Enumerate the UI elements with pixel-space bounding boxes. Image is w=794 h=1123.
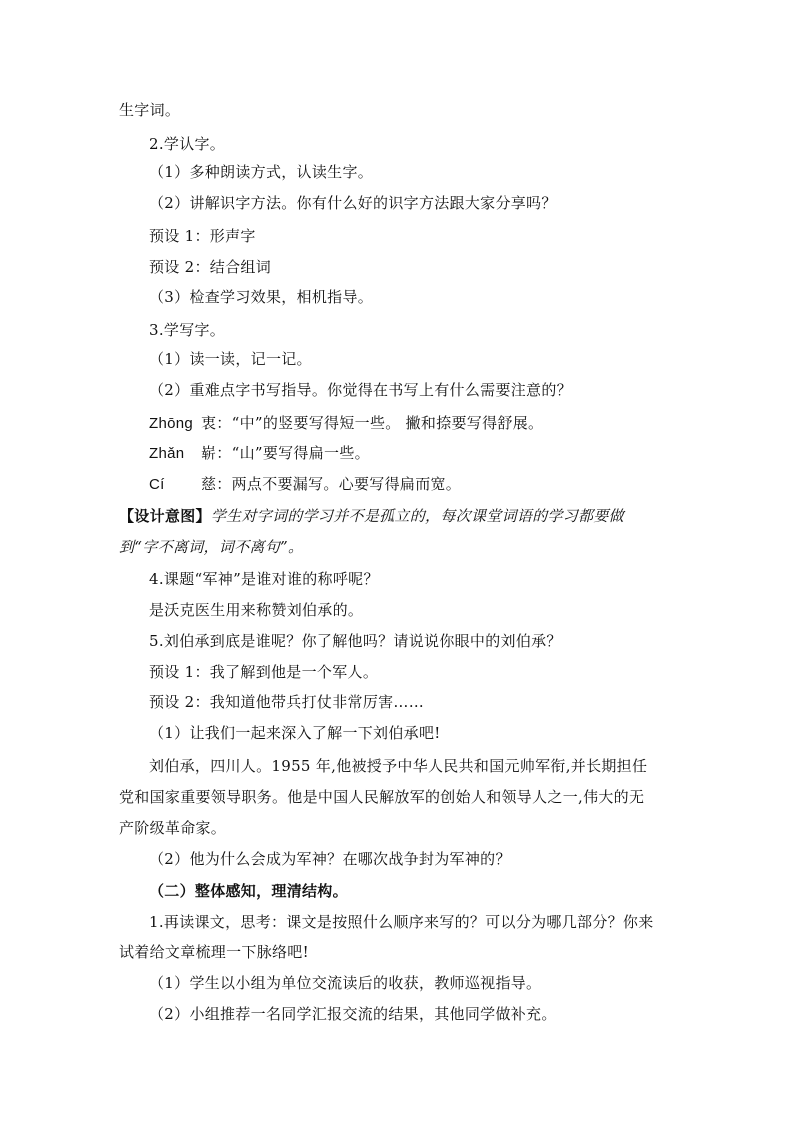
- pinyin-label: Cí: [149, 476, 165, 493]
- section-heading: 4.课题“军神”是谁对谁的称呼呢？: [149, 570, 379, 588]
- section-heading: 5.刘伯承到底是谁呢？你了解他吗？请说说你眼中的刘伯承？: [149, 632, 562, 650]
- paragraph-line: 刘伯承，四川人。1955 年,他被授予中华人民共和国元帅军衔,并长期担任: [149, 757, 648, 775]
- text-line: 预设 1：我了解到他是一个军人。: [149, 663, 379, 681]
- section-heading: 3.学写字。: [149, 321, 226, 339]
- character-tip: 衷：“中”的竖要写得短一些。 撇和捺要写得舒展。: [201, 414, 544, 432]
- paragraph-line: 产阶级革命家。: [119, 819, 227, 837]
- text-line: 预设 2：结合组词: [149, 258, 272, 276]
- paragraph-line: 试着给文章梳理一下脉络吧!: [119, 943, 309, 961]
- text-line: （2）重难点字书写指导。你觉得在书写上有什么需要注意的？: [149, 381, 572, 399]
- paragraph-line: 党和国家重要领导职务。他是中国人民解放军的创始人和领导人之一,伟大的无: [119, 788, 645, 806]
- pinyin-label: Zhōng: [149, 415, 194, 432]
- text-line: （1）多种朗读方式，认读生字。: [149, 163, 374, 181]
- text-line: 生字词。: [119, 101, 181, 119]
- character-note: [149, 413, 543, 434]
- text-line: （1）让我们一起来深入了解一下刘伯承吧!: [149, 724, 441, 742]
- text-line: 预设 1：形声字: [149, 227, 256, 245]
- text-line: （1）读一读，记一记。: [149, 350, 312, 368]
- design-intent-text: 到“字不离词，词不离句”。: [119, 538, 304, 556]
- design-intent-note: [119, 506, 624, 526]
- character-tip: 崭：“山”要写得扁一些。: [201, 444, 370, 462]
- character-note: [149, 443, 370, 464]
- design-intent-label: 【设计意图】: [119, 507, 211, 525]
- text-line: 是沃克医生用来称赞刘伯承的。: [149, 601, 364, 619]
- character-note: [149, 474, 461, 495]
- paragraph-line: 1.再读课文，思考：课文是按照什么顺序来写的？可以分为哪几部分？你来: [149, 913, 654, 931]
- subsection-heading: （二）整体感知，理清结构。: [149, 882, 348, 900]
- section-heading: 2.学认字。: [149, 135, 226, 153]
- design-intent-text: 学生对字词的学习并不是孤立的，每次课堂词语的学习都要做: [210, 507, 624, 525]
- text-line: （1）学生以小组为单位交流读后的收获，教师巡视指导。: [149, 974, 542, 992]
- character-tip: 慈：两点不要漏写。心要写得扁而宽。: [201, 475, 462, 493]
- pinyin-label: Zhǎn: [149, 445, 185, 462]
- text-line: （2）他为什么会成为军神？在哪次战争封为军神的？: [149, 850, 511, 868]
- text-line: （3）检查学习效果，相机指导。: [149, 288, 374, 306]
- text-line: 预设 2：我知道他带兵打仗非常厉害……: [149, 693, 425, 711]
- text-line: （2）小组推荐一名同学汇报交流的结果，其他同学做补充。: [149, 1005, 557, 1023]
- text-line: （2）讲解识字方法。你有什么好的识字方法跟大家分享吗？: [149, 194, 557, 212]
